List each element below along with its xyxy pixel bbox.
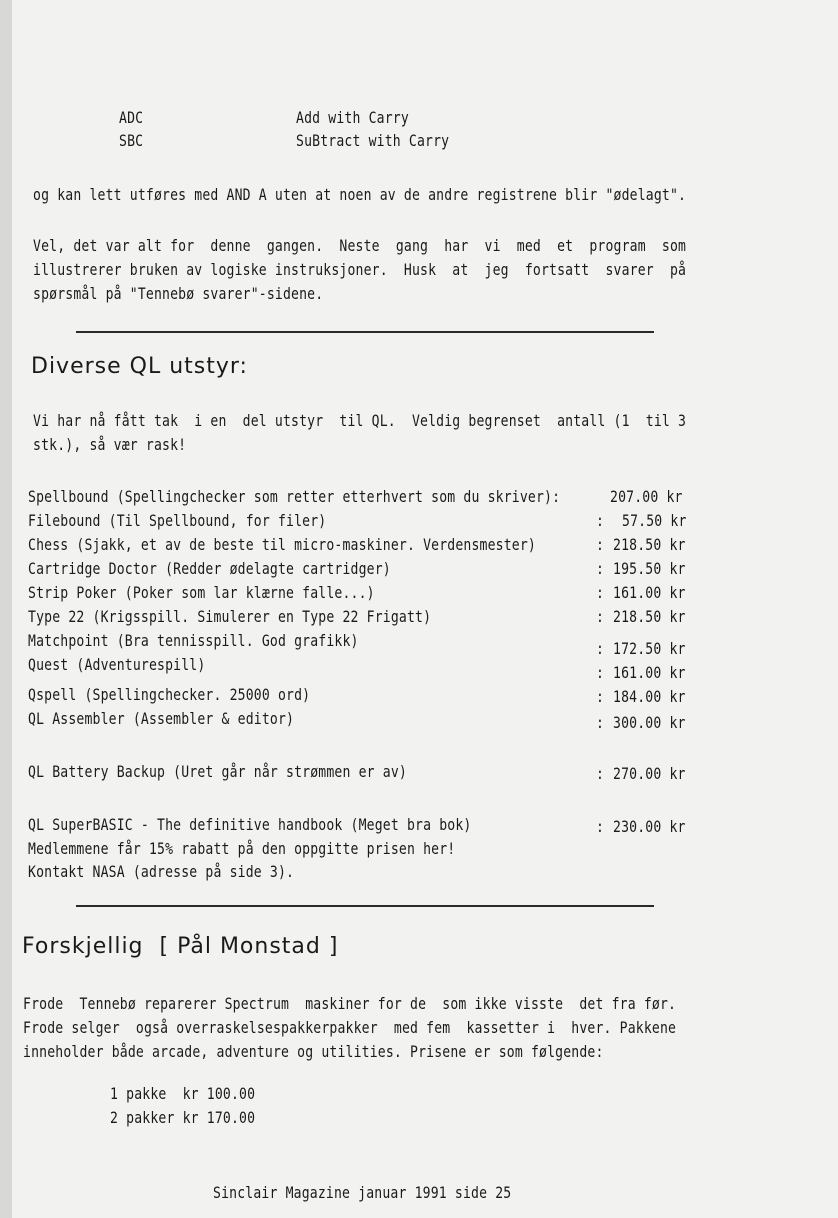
paragraph-2-line: Vel, det var alt for denne gangen. Neste gang har vi med et program som — [33, 236, 687, 255]
item-desc: Chess (Sjakk, et av de beste til micro-maskiner. Verdensmester) — [28, 535, 536, 554]
member-note: Medlemmene får 15% rabatt på den oppgitte prisen her! — [28, 839, 456, 858]
item-price: 184.00 kr — [613, 687, 686, 706]
item-colon: : — [596, 559, 605, 578]
pack-price: 1 pakke kr 100.00 — [110, 1084, 256, 1103]
page-binding-shadow — [0, 0, 12, 1218]
page-footer: Sinclair Magazine januar 1991 side 25 — [213, 1183, 512, 1202]
instr-code: SBC — [119, 131, 144, 150]
pack-price: 2 pakker kr 170.00 — [110, 1108, 256, 1127]
item-price: 57.50 kr — [622, 511, 687, 530]
item-colon: : — [596, 511, 605, 530]
item-colon: : — [596, 817, 605, 836]
item-colon: : — [596, 687, 605, 706]
item-desc: QL Battery Backup (Uret går når strømmen er av) — [28, 762, 407, 781]
paragraph-2-line: illustrerer bruken av logiske instruksjoner. Husk at jeg fortsatt svarer på — [33, 260, 687, 279]
item-desc: Strip Poker (Poker som lar klærne falle...) — [28, 583, 375, 602]
divider — [76, 905, 654, 907]
item-price: 270.00 kr — [613, 764, 686, 783]
item-colon: : — [596, 607, 605, 626]
item-desc: QL SuperBASIC - The definitive handbook (Meget bra bok) — [28, 815, 472, 834]
instr-desc: Add with Carry — [296, 108, 409, 127]
section-body-line: Frode Tennebø reparerer Spectrum maskiner for de som ikke visste det fra før. — [23, 994, 677, 1013]
section-title-forskjellig: Forskjellig [ Pål Monstad ] — [22, 934, 339, 959]
item-colon: : — [596, 663, 605, 682]
item-desc: Cartridge Doctor (Redder ødelagte cartridger) — [28, 559, 391, 578]
item-colon: : — [596, 639, 605, 658]
section-intro-line: Vi har nå fått tak i en del utstyr til QL. Veldig begrenset antall (1 til 3 — [33, 411, 687, 430]
item-price: 161.00 kr — [613, 663, 686, 682]
section-body-line: Frode selger også overraskelsespakkerpakker med fem kassetter i hver. Pakkene — [23, 1018, 677, 1037]
item-price: 218.50 kr — [613, 535, 686, 554]
instr-desc: SuBtract with Carry — [296, 131, 450, 150]
item-desc: QL Assembler (Assembler & editor) — [28, 709, 295, 728]
item-price: 300.00 kr — [613, 713, 686, 732]
item-desc: Filebound (Til Spellbound, for filer) — [28, 511, 327, 530]
item-colon: : — [596, 764, 605, 783]
item-price: 161.00 kr — [613, 583, 686, 602]
paragraph-2-line: spørsmål på "Tennebø svarer"-sidene. — [33, 284, 324, 303]
instr-code: ADC — [119, 108, 144, 127]
item-price: 207.00 kr — [610, 487, 683, 506]
paragraph-1: og kan lett utføres med AND A uten at noen av de andre registrene blir "ødelagt". — [33, 185, 687, 204]
item-price: 230.00 kr — [613, 817, 686, 836]
item-desc: Matchpoint (Bra tennisspill. God grafikk) — [28, 631, 359, 650]
section-body-line: inneholder både arcade, adventure og utilities. Prisene er som følgende: — [23, 1042, 604, 1061]
item-price: 218.50 kr — [613, 607, 686, 626]
divider — [76, 331, 654, 333]
item-desc: Qspell (Spellingchecker. 25000 ord) — [28, 685, 311, 704]
item-price: 172.50 kr — [613, 639, 686, 658]
item-desc: Quest (Adventurespill) — [28, 655, 206, 674]
section-title-ql: Diverse QL utstyr: — [31, 354, 248, 379]
item-price: 195.50 kr — [613, 559, 686, 578]
item-colon: : — [596, 535, 605, 554]
item-colon: : — [596, 713, 605, 732]
item-desc: Spellbound (Spellingchecker som retter etterhvert som du skriver): — [28, 487, 561, 506]
item-desc: Type 22 (Krigsspill. Simulerer en Type 22 Frigatt) — [28, 607, 432, 626]
contact-note: Kontakt NASA (adresse på side 3). — [28, 862, 295, 881]
section-intro-line: stk.), så vær rask! — [33, 435, 187, 454]
item-colon: : — [596, 583, 605, 602]
